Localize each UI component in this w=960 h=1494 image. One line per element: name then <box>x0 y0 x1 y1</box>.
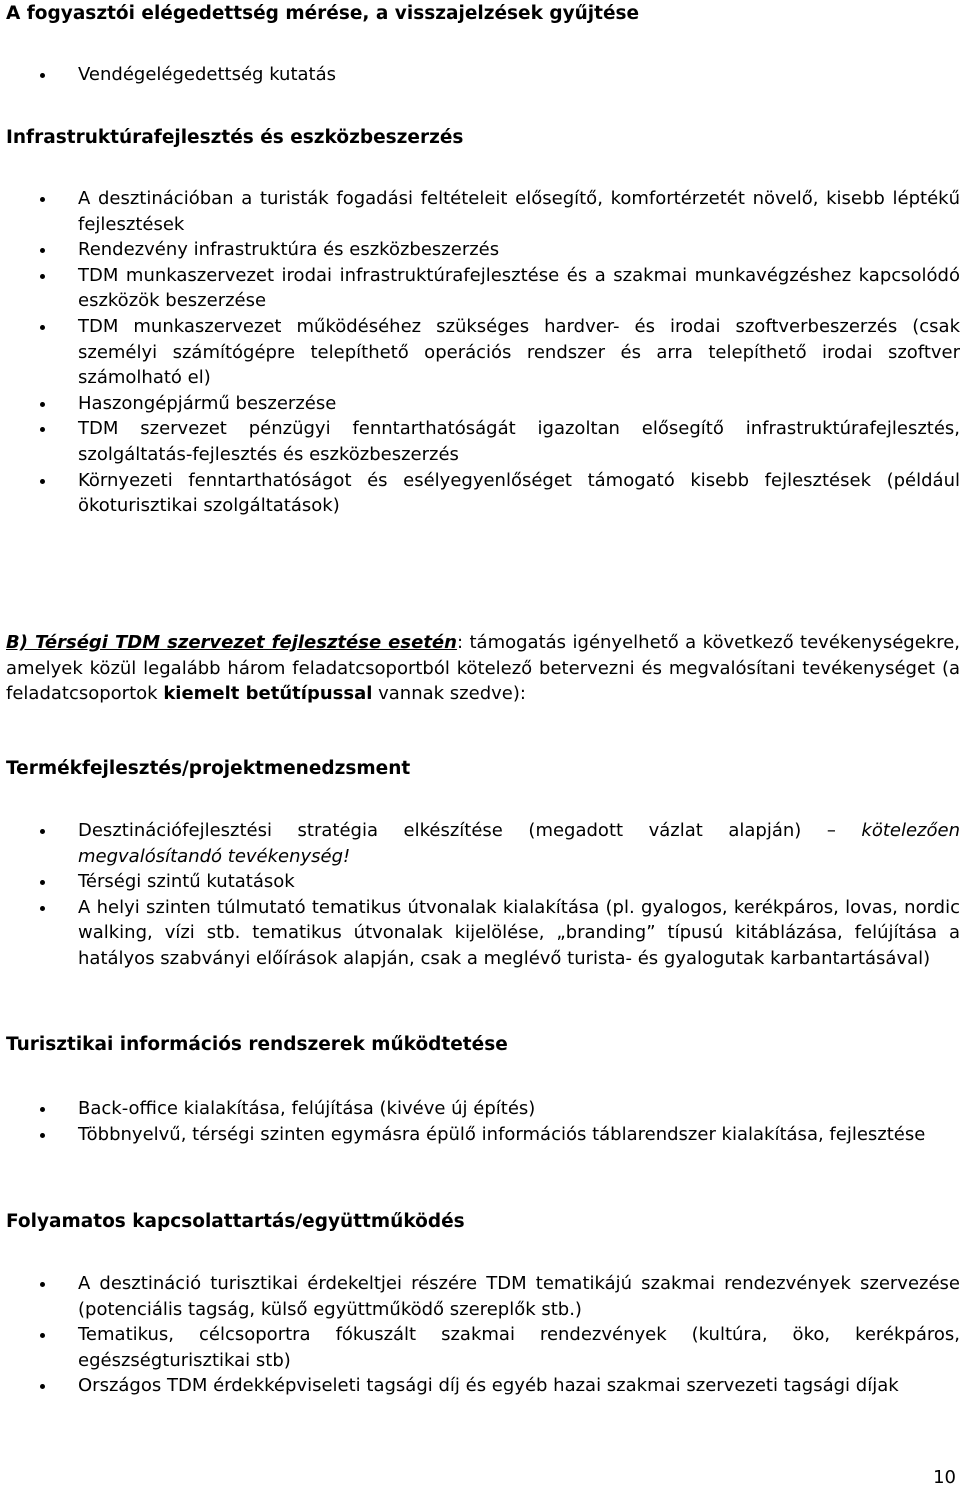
section-b-intro: B) Térségi TDM szervezet fejlesztése esetén: támogatás igényelhető a következő tevékenységekre, amelyek közül legalább három feladatcsoportból kötelező betervezni és megvalósítani tevékenységet (a feladatcsoportok kiemelt betűtípussal vannak szedve): <box>6 632 960 705</box>
bullet-icon <box>40 1333 45 1338</box>
section-heading: Termékfejlesztés/projektmenedzsment <box>6 758 411 779</box>
bullet-icon <box>40 248 45 253</box>
list-item: Országos TDM érdekképviseleti tagsági díj és egyéb hazai szakmai szervezeti tagsági díjak <box>6 1373 960 1399</box>
bullet-icon <box>40 427 45 432</box>
bullet-list <box>6 186 960 519</box>
section-heading: A fogyasztói elégedettség mérése, a visszajelzések gyűjtése <box>6 3 640 24</box>
bullet-icon <box>40 274 45 279</box>
bullet-icon <box>40 197 45 202</box>
bullet-icon <box>40 1282 45 1287</box>
bullet-icon <box>40 1107 45 1112</box>
list-item: Vendégelégedettség kutatás <box>6 62 960 88</box>
list-item: TDM munkaszervezet működéséhez szükséges hardver- és irodai szoftverbeszerzés (csak személyi számítógépre telepíthető operációs rendszer és arra telepíthető irodai szoftver számolható el) <box>6 314 960 391</box>
bullet-icon <box>40 880 45 885</box>
list-item: TDM munkaszervezet irodai infrastruktúrafejlesztése és a szakmai munkavégzéshez kapcsolódó eszközök beszerzése <box>6 263 960 314</box>
bullet-list <box>6 1271 960 1399</box>
bullet-list <box>6 818 960 972</box>
list-item: A desztináció turisztikai érdekeltjei részére TDM tematikájú szakmai rendezvények szervezése (potenciális tagság, külső együttműködő szereplők stb.) <box>6 1271 960 1322</box>
bullet-icon <box>40 73 45 78</box>
list-item: Többnyelvű, térségi szinten egymásra épülő információs táblarendszer kialakítása, fejlesztése <box>6 1122 960 1148</box>
list-item: A desztinációban a turisták fogadási feltételeit elősegítő, komfortérzetét növelő, kisebb léptékű fejlesztések <box>6 186 960 237</box>
bullet-icon <box>40 829 45 834</box>
list-item: Back-office kialakítása, felújítása (kivéve új építés) <box>6 1096 960 1122</box>
list-item: A helyi szinten túlmutató tematikus útvonalak kialakítása (pl. gyalogos, kerékpáros, lovas, nordic walking, vízi stb. tematikus útvonalak kijelölése, „branding” típusú kitáblázása, felújítása a hatályos szabványi előírások alapján, csak a meglévő turista- és gyalogutak karbantartásával) <box>6 895 960 972</box>
bullet-list <box>6 62 960 88</box>
bullet-list <box>6 1096 960 1147</box>
bullet-icon <box>40 1384 45 1389</box>
page-number: 10 <box>933 1467 956 1488</box>
list-item: Tematikus, célcsoportra fókuszált szakmai rendezvények (kultúra, öko, kerékpáros, egészségturisztikai stb) <box>6 1322 960 1373</box>
section-heading: Folyamatos kapcsolattartás/együttműködés <box>6 1211 465 1232</box>
list-item: Desztinációfejlesztési stratégia elkészítése (megadott vázlat alapján) – kötelezően megvalósítandó tevékenység! <box>6 818 960 869</box>
bullet-icon <box>40 479 45 484</box>
bullet-icon <box>40 325 45 330</box>
list-item: Térségi szintű kutatások <box>6 869 960 895</box>
bullet-icon <box>40 906 45 911</box>
section-heading: Infrastruktúrafejlesztés és eszközbeszerzés <box>6 127 464 148</box>
bullet-icon <box>40 402 45 407</box>
list-item: Környezeti fenntarthatóságot és esélyegyenlőséget támogató kisebb fejlesztések (például ökoturisztikai szolgáltatások) <box>6 468 960 519</box>
list-item: Haszongépjármű beszerzése <box>6 391 960 417</box>
list-item: TDM szervezet pénzügyi fenntarthatóságát igazoltan elősegítő infrastruktúrafejlesztés, szolgáltatás-fejlesztés és eszközbeszerzés <box>6 416 960 467</box>
list-item: Rendezvény infrastruktúra és eszközbeszerzés <box>6 237 960 263</box>
bullet-icon <box>40 1133 45 1138</box>
section-heading: Turisztikai információs rendszerek működtetése <box>6 1034 508 1055</box>
section-b-label: B) Térségi TDM szervezet fejlesztése esetén <box>6 632 457 653</box>
